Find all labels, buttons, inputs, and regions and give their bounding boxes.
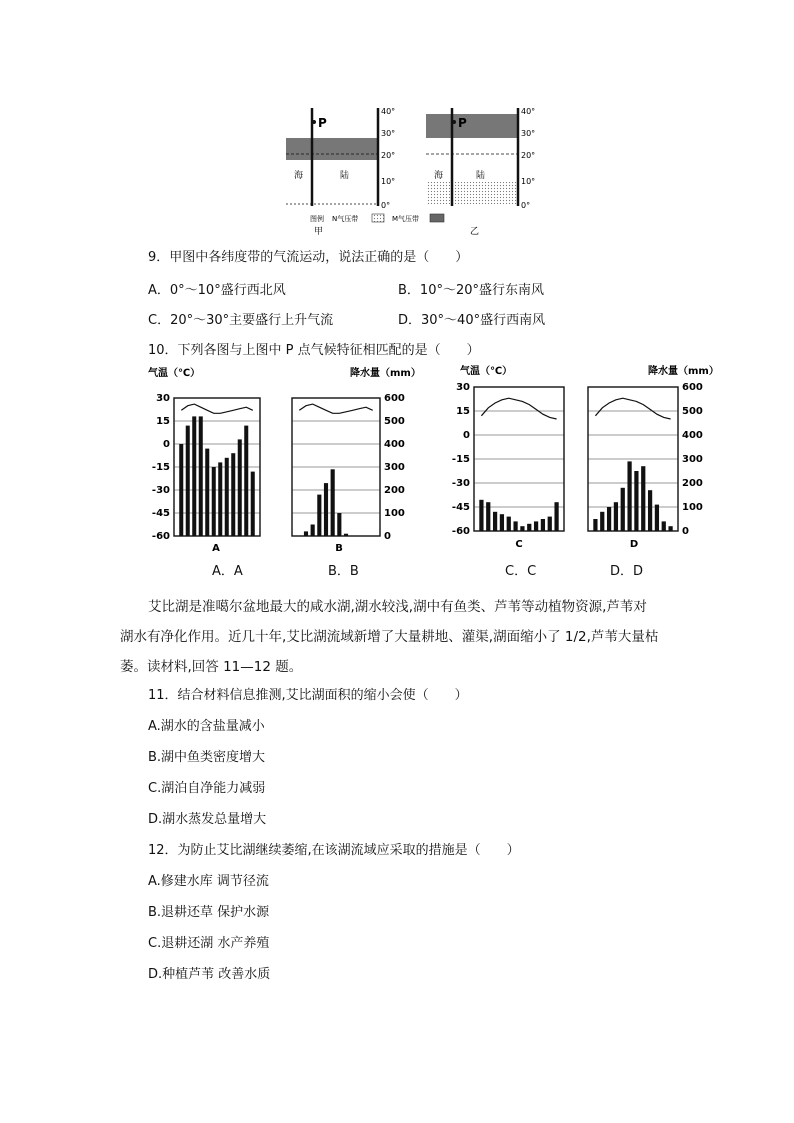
- precip-bar: [337, 513, 341, 536]
- land-label-jia: 陆: [340, 171, 350, 181]
- chart-b-label: B: [335, 543, 343, 554]
- svg-text:0: 0: [463, 430, 470, 441]
- svg-text:0: 0: [682, 526, 689, 537]
- svg-text:-60: -60: [151, 531, 170, 542]
- pressure-belt-figure: [280, 100, 550, 240]
- legend-n-label: N气压带: [332, 215, 359, 223]
- q11-stem: 11．结合材料信息推测,艾比湖面积的缩小会使（ ）: [148, 688, 468, 703]
- svg-text:600: 600: [384, 393, 405, 404]
- legend-m-swatch: [430, 214, 444, 222]
- q11-option-b[interactable]: B.湖中鱼类密度增大: [148, 750, 266, 765]
- precip-bar: [621, 488, 625, 531]
- precip-bar: [251, 472, 255, 536]
- precip-bar: [311, 525, 315, 537]
- q10-option-d[interactable]: D．D: [610, 564, 644, 579]
- svg-text:-60: -60: [451, 526, 470, 537]
- q9-option-a[interactable]: A．0°～10°盛行西北风: [148, 283, 286, 298]
- svg-text:0: 0: [384, 531, 391, 542]
- svg-text:30°: 30°: [521, 129, 536, 138]
- caption-jia: 甲: [314, 227, 324, 237]
- svg-text:-30: -30: [451, 478, 470, 489]
- svg-text:-15: -15: [151, 462, 170, 473]
- svg-text:15: 15: [456, 406, 470, 417]
- precip-bar: [205, 449, 209, 536]
- svg-text:30: 30: [456, 382, 470, 393]
- temperature-curve: [299, 404, 372, 413]
- q11-option-d[interactable]: D.湖水蒸发总量增大: [148, 812, 267, 827]
- precip-bar: [218, 462, 222, 536]
- svg-text:10°: 10°: [381, 177, 396, 186]
- svg-text:200: 200: [682, 478, 703, 489]
- svg-text:10°: 10°: [521, 177, 536, 186]
- legend-label: 图例: [310, 215, 324, 223]
- precip-bar: [179, 444, 183, 536]
- q9-option-b[interactable]: B．10°～20°盛行东南风: [398, 283, 545, 298]
- left-precip-label: 降水量（mm）: [350, 368, 421, 379]
- precip-bar: [548, 517, 552, 531]
- precip-bar: [192, 416, 196, 536]
- sea-label-yi: 海: [434, 171, 444, 181]
- precip-bar: [600, 512, 604, 531]
- precip-bar: [324, 483, 328, 536]
- temperature-curve: [595, 398, 670, 419]
- precip-bar: [507, 517, 511, 531]
- left-temp-label: 气温（℃）: [148, 368, 201, 379]
- q10-option-c[interactable]: C．C: [505, 564, 537, 579]
- temperature-curve: [481, 398, 556, 419]
- svg-text:300: 300: [682, 454, 703, 465]
- temperature-curve: [181, 404, 253, 413]
- chart-c-label: C: [515, 539, 523, 550]
- q9-option-c[interactable]: C．20°～30°主要盛行上升气流: [148, 313, 334, 328]
- precip-bar: [641, 466, 645, 531]
- precip-bar: [199, 416, 203, 536]
- svg-text:100: 100: [384, 508, 405, 519]
- precip-bar: [534, 521, 538, 531]
- right-temp-axis: [452, 382, 470, 537]
- precip-bar: [662, 521, 666, 531]
- svg-text:0: 0: [163, 439, 170, 450]
- point-p-label-jia: P: [318, 116, 327, 130]
- precip-bar: [186, 426, 190, 536]
- q9-stem: 9．甲图中各纬度带的气流运动，说法正确的是（ ）: [148, 250, 469, 265]
- left-precip-axis: [384, 393, 405, 542]
- caption-yi: 乙: [470, 227, 480, 237]
- precip-bar: [500, 514, 504, 531]
- q12-option-a[interactable]: A.修建水库 调节径流: [148, 874, 269, 889]
- svg-text:-45: -45: [451, 502, 470, 513]
- climate-chart-b: [292, 398, 380, 536]
- precip-bar: [331, 469, 335, 536]
- right-precip-label: 降水量（mm）: [648, 366, 719, 377]
- precip-bar: [212, 467, 216, 536]
- precip-bar: [648, 490, 652, 531]
- precip-bar: [479, 500, 483, 531]
- point-p-label-yi: P: [458, 116, 467, 130]
- svg-text:-15: -15: [451, 454, 470, 465]
- q10-option-b[interactable]: B．B: [328, 564, 359, 579]
- svg-text:15: 15: [156, 416, 170, 427]
- climate-chart-c: [474, 387, 564, 531]
- q12-stem: 12．为防止艾比湖继续萎缩,在该湖流域应采取的措施是（ ）: [148, 843, 520, 858]
- chart-d-label: D: [629, 539, 639, 550]
- n-pressure-belt-yi: [426, 182, 518, 204]
- m-pressure-belt-jia: [286, 138, 378, 160]
- precip-bar: [225, 458, 229, 536]
- precip-bar: [244, 426, 248, 536]
- precip-bar: [554, 502, 558, 531]
- precip-bar: [493, 512, 497, 531]
- precip-bar: [614, 502, 618, 531]
- point-p-yi: [452, 120, 456, 124]
- q12-option-d[interactable]: D.种植芦苇 改善水质: [148, 967, 271, 982]
- land-label-yi: 陆: [476, 171, 486, 181]
- q9-option-d[interactable]: D．30°～40°盛行西南风: [398, 313, 546, 328]
- svg-text:500: 500: [384, 416, 405, 427]
- left-temp-axis: [152, 393, 170, 542]
- svg-text:40°: 40°: [521, 107, 536, 116]
- precip-bar: [607, 507, 611, 531]
- precip-bar: [655, 505, 659, 531]
- q12-option-c[interactable]: C.退耕还湖 水产养殖: [148, 936, 270, 951]
- right-precip-axis: [682, 382, 703, 537]
- svg-text:500: 500: [682, 406, 703, 417]
- climate-charts: [148, 364, 719, 556]
- svg-text:200: 200: [384, 485, 405, 496]
- precip-bar: [520, 526, 524, 531]
- svg-text:600: 600: [682, 382, 703, 393]
- legend-m-label: M气压带: [392, 215, 420, 223]
- diagram-jia: [286, 107, 444, 237]
- svg-text:30°: 30°: [381, 129, 396, 138]
- right-temp-label: 气温（℃）: [460, 366, 513, 377]
- precip-bar: [541, 519, 545, 531]
- sea-label-jia: 海: [294, 171, 304, 181]
- q11-option-c[interactable]: C.湖泊自净能力减弱: [148, 781, 266, 796]
- svg-text:-45: -45: [151, 508, 170, 519]
- svg-text:30: 30: [156, 393, 170, 404]
- q10-stem: 10．下列各图与上图中 P 点气候特征相匹配的是（ ）: [148, 343, 480, 358]
- precip-bar: [231, 453, 235, 536]
- m-pressure-belt-yi: [426, 114, 518, 138]
- svg-text:-30: -30: [151, 485, 170, 496]
- precip-bar: [238, 439, 242, 536]
- precip-bar: [317, 495, 321, 536]
- precip-bar: [634, 471, 638, 531]
- precip-bar: [344, 534, 348, 536]
- chart-a-label: A: [212, 543, 220, 554]
- precip-bar: [627, 461, 631, 531]
- svg-text:20°: 20°: [381, 151, 396, 160]
- precip-bar: [304, 531, 308, 536]
- precip-bar: [513, 521, 517, 531]
- q12-option-b[interactable]: B.退耕还草 保护水源: [148, 905, 270, 920]
- precip-bar: [486, 502, 490, 531]
- svg-text:20°: 20°: [521, 151, 536, 160]
- precip-bar: [668, 526, 672, 531]
- svg-text:400: 400: [682, 430, 703, 441]
- climate-chart-d: [588, 387, 678, 531]
- legend-n-swatch: [372, 214, 384, 222]
- svg-text:100: 100: [682, 502, 703, 513]
- svg-text:0°: 0°: [521, 201, 531, 210]
- q11-option-a[interactable]: A.湖水的含盐量减小: [148, 719, 265, 734]
- svg-text:300: 300: [384, 462, 405, 473]
- svg-text:400: 400: [384, 439, 405, 450]
- precip-bar: [593, 519, 597, 531]
- q10-option-a[interactable]: A．A: [212, 564, 243, 579]
- precip-bar: [527, 524, 531, 531]
- svg-text:40°: 40°: [381, 107, 396, 116]
- svg-text:0°: 0°: [381, 201, 391, 210]
- climate-chart-a: [174, 398, 260, 536]
- reading-passage: 艾比湖是准噶尔盆地最大的咸水湖,湖水较浅,湖中有鱼类、芦苇等动植物资源,芦苇对湖水有净化作用。近几十年,艾比湖流域新增了大量耕地、灌渠,湖面缩小了 1/2,芦苇大量枯萎。读材料,回答 11—12 题。: [120, 599, 659, 675]
- point-p-jia: [312, 120, 316, 124]
